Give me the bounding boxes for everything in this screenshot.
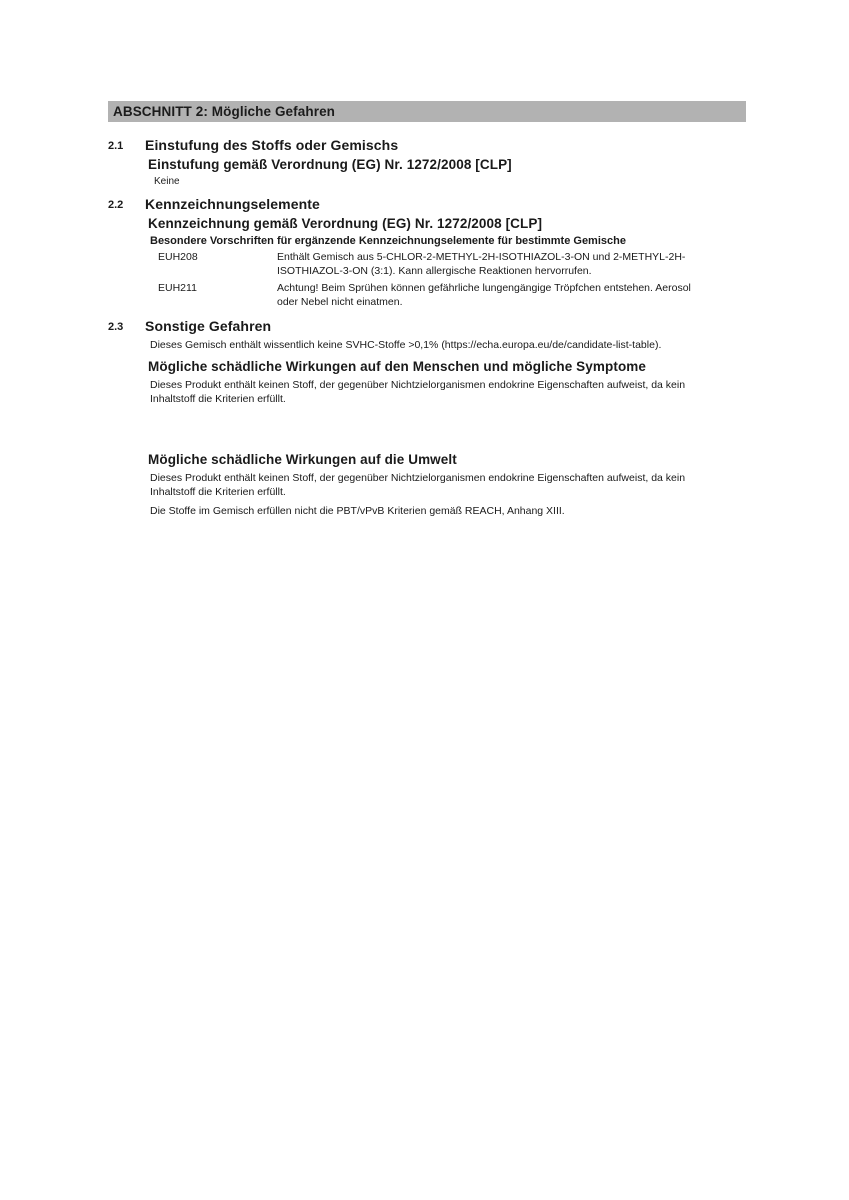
euh-statement-row bbox=[158, 281, 746, 309]
euh-statement-row bbox=[158, 250, 746, 278]
human-effects-text: Dieses Produkt enthält keinen Stoff, der gegenüber Nichtzielorganismen endokrine Eigenschaften aufweist, da kein Inhaltstoff die Kriterien erfüllt. bbox=[150, 378, 686, 405]
section-2-2-body bbox=[145, 196, 746, 309]
section-number-2-1: 2.1 bbox=[108, 140, 124, 152]
classification-value: Keine bbox=[154, 176, 180, 187]
section-header-bar: ABSCHNITT 2: Mögliche Gefahren bbox=[108, 101, 746, 122]
environment-effects-heading: Mögliche schädliche Wirkungen auf die Umwelt bbox=[148, 451, 457, 467]
section-number-2-2: 2.2 bbox=[108, 199, 124, 211]
euh208-code: EUH208 bbox=[158, 251, 198, 263]
clp-labelling-heading: Kennzeichnung gemäß Verordnung (EG) Nr. 1272/2008 [CLP] bbox=[148, 216, 543, 231]
section-2-3 bbox=[108, 318, 746, 518]
euh208-text: Enthält Gemisch aus 5-CHLOR-2-METHYL-2H-ISOTHIAZOL-3-ON und 2-METHYL-2H-ISOTHIAZOL-3-ON (3:1). Kann allergische Reaktionen hervorrufen. bbox=[277, 251, 686, 277]
section-2-document bbox=[108, 101, 746, 518]
pbt-statement: Die Stoffe im Gemisch erfüllen nicht die PBT/vPvB Kriterien gemäß REACH, Anhang XIII. bbox=[150, 504, 565, 517]
section-2-2-title: Kennzeichnungselemente bbox=[145, 196, 320, 212]
svhc-statement: Dieses Gemisch enthält wissentlich keine SVHC-Stoffe >0,1% (https://echa.europa.eu/de/candidate-list-table). bbox=[150, 339, 662, 351]
section-2-3-title: Sonstige Gefahren bbox=[145, 318, 272, 334]
section-2-1-title: Einstufung des Stoffs oder Gemischs bbox=[145, 137, 399, 153]
environment-effects-text: Dieses Produkt enthält keinen Stoff, der gegenüber Nichtzielorganismen endokrine Eigenschaften aufweist, da kein Inhaltstoff die Kriterien erfüllt. bbox=[150, 471, 686, 498]
blank-gap bbox=[145, 407, 746, 448]
section-2-2 bbox=[108, 196, 746, 309]
euh211-code: EUH211 bbox=[158, 282, 197, 294]
section-2-1-body bbox=[145, 137, 746, 187]
human-effects-heading: Mögliche schädliche Wirkungen auf den Menschen und mögliche Symptome bbox=[148, 358, 647, 374]
section-2-3-body bbox=[145, 318, 746, 518]
clp-classification-heading: Einstufung gemäß Verordnung (EG) Nr. 1272/2008 [CLP] bbox=[148, 157, 512, 172]
section-2-1 bbox=[108, 137, 746, 187]
special-provisions-heading: Besondere Vorschriften für ergänzende Kennzeichnungselemente für bestimmte Gemische bbox=[150, 235, 626, 247]
section-number-2-3: 2.3 bbox=[108, 321, 124, 333]
euh211-text: Achtung! Beim Sprühen können gefährliche lungengängige Tröpfchen entstehen. Aerosol oder Nebel nicht einatmen. bbox=[277, 282, 691, 308]
